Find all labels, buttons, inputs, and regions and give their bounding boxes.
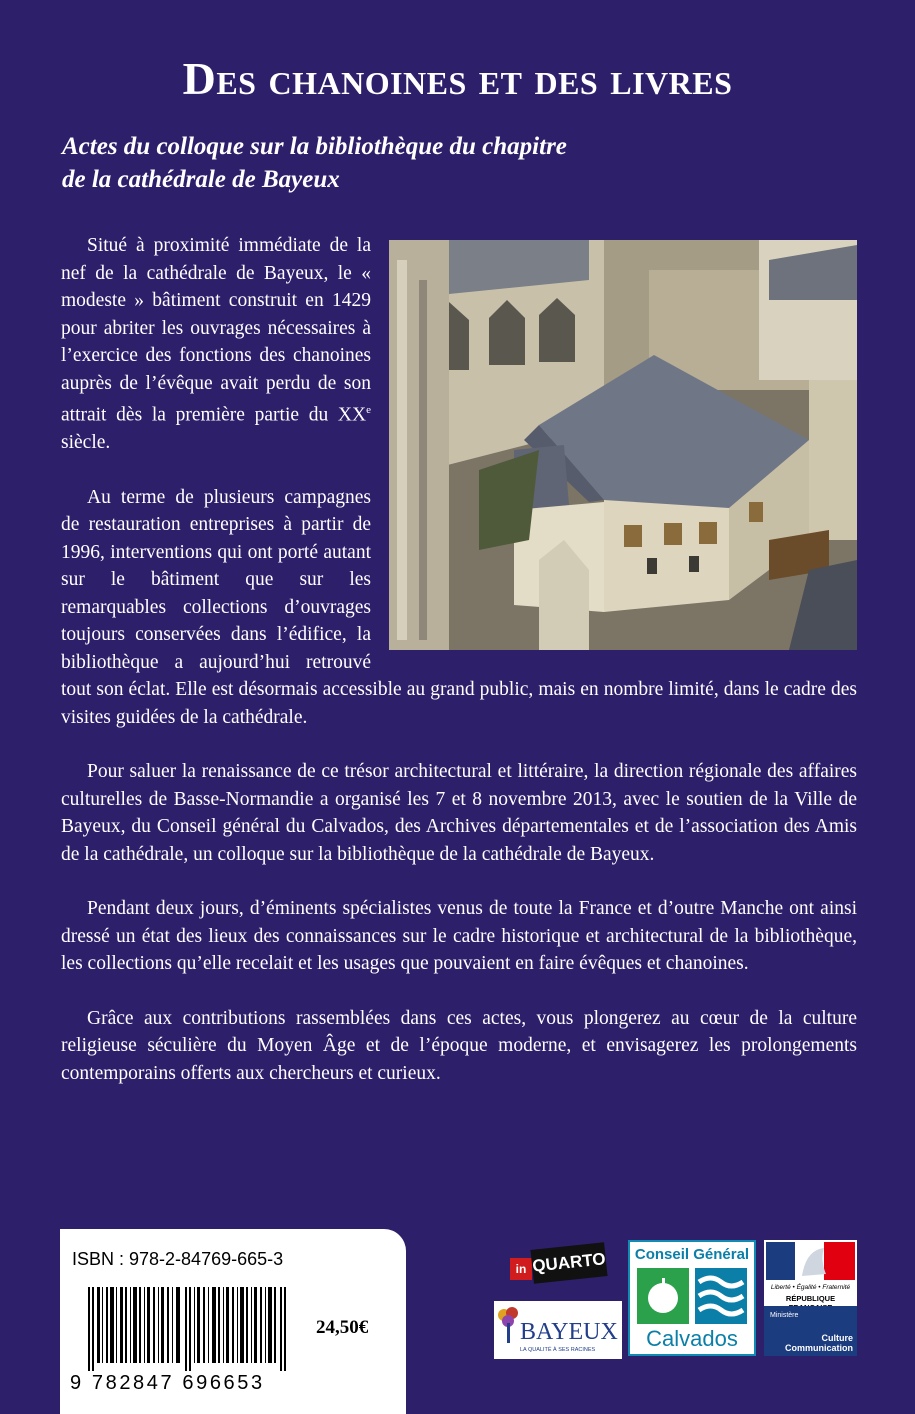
barcode-bars: [88, 1287, 298, 1371]
marianne-icon: [764, 1240, 857, 1282]
subtitle-line-2: de la cathédrale de Bayeux: [62, 166, 340, 193]
isbn-label: ISBN : 978-2-84769-665-3: [72, 1249, 284, 1269]
inquarto-in: in: [510, 1258, 532, 1280]
bayeux-tagline: LA QUALITÉ À SES RACINES: [520, 1347, 596, 1353]
tree-icon: [496, 1305, 520, 1345]
subtitle-line-1: Actes du colloque sur la bibliothèque du chapitre: [62, 133, 567, 160]
library-photo: [389, 240, 857, 650]
library-photo-drawing: [389, 240, 857, 650]
barcode-panel: [60, 1229, 406, 1414]
rf-motto: Liberté • Égalité • Fraternité: [770, 1284, 851, 1291]
book-title: Des chanoines et des livres: [182, 53, 733, 104]
inquarto-logo: [510, 1244, 610, 1288]
paragraph-3: Pour saluer la renaissance de ce trésor architectural et littéraire, la direction régionale des affaires culturelles de Basse-Normandie a organisé les 7 et 8 novembre 2013, avec le soutien de la Ville de Bayeux, du Conseil général du Calvados, des Archives départementales et de l’association des Amis de la cathédrale, un colloque sur la bibliothèque de la cathédrale de Bayeux.: [61, 761, 857, 865]
calvados-logo: [628, 1240, 756, 1356]
inquarto-name: QUARTO: [530, 1242, 607, 1284]
paragraph-4: Pendant deux jours, d’éminents spécialistes venus de toute la France et d’outre Manche ont ainsi dressé un état des lieux des connaissances sur le cadre historique et architectural de la bibliothèque, les collections qu’elle recelait et les usages que pouvaient en faire évêques et chanoines.: [61, 898, 857, 974]
blurb: [61, 232, 857, 1114]
conseil-general-title: Conseil Général: [634, 1246, 750, 1263]
paragraph-5: Grâce aux contributions rassemblées dans ces actes, vous plongerez au cœur de la culture religieuse séculière du Moyen Âge et de l’époque moderne, et envisagerez les prolongements contemporains offerts aux chercheurs et curieux.: [61, 1007, 857, 1084]
ministere-label: Ministère: [770, 1312, 799, 1319]
ministere-box: [764, 1306, 857, 1356]
price: 24,50€: [316, 1317, 369, 1338]
paragraph-2: Au terme de plusieurs campagnes de restauration entreprises à partir de 1996, interventions qui ont porté autant sur le bâtiment que sur les remarquables collections d’ouvrages toujours conservées dans l’édifice, la bibliothèque a aujourd’hui retrouvé tout son éclat. Elle est désormais accessible au grand public, mais en nombre limité, dans le cadre des visites guidées de la cathédrale.: [61, 486, 857, 728]
book-subtitle: [62, 130, 862, 196]
rf-name: RÉPUBLIQUE: [785, 1294, 836, 1303]
bayeux-name: BAYEUX: [520, 1319, 618, 1345]
paragraph-1: Situé à proximité immédiate de la nef de la cathédrale de Bayeux, le « modeste » bâtiment construit en 1429 pour abriter les ouvrages nécessaires à l’exercice des fonctions des chanoines auprès de l’évêque avait perdu de son attrait dès la première partie du XXe siècle.: [61, 235, 371, 453]
ministere-culture: Culture Communication: [784, 1333, 853, 1353]
calvados-name: Calvados: [646, 1326, 738, 1351]
bayeux-logo: [494, 1301, 622, 1359]
barcode-digits: 9 782847 696653: [70, 1372, 265, 1394]
apple-waves-icon: [637, 1268, 747, 1324]
republique-francaise-logo: [764, 1240, 857, 1356]
